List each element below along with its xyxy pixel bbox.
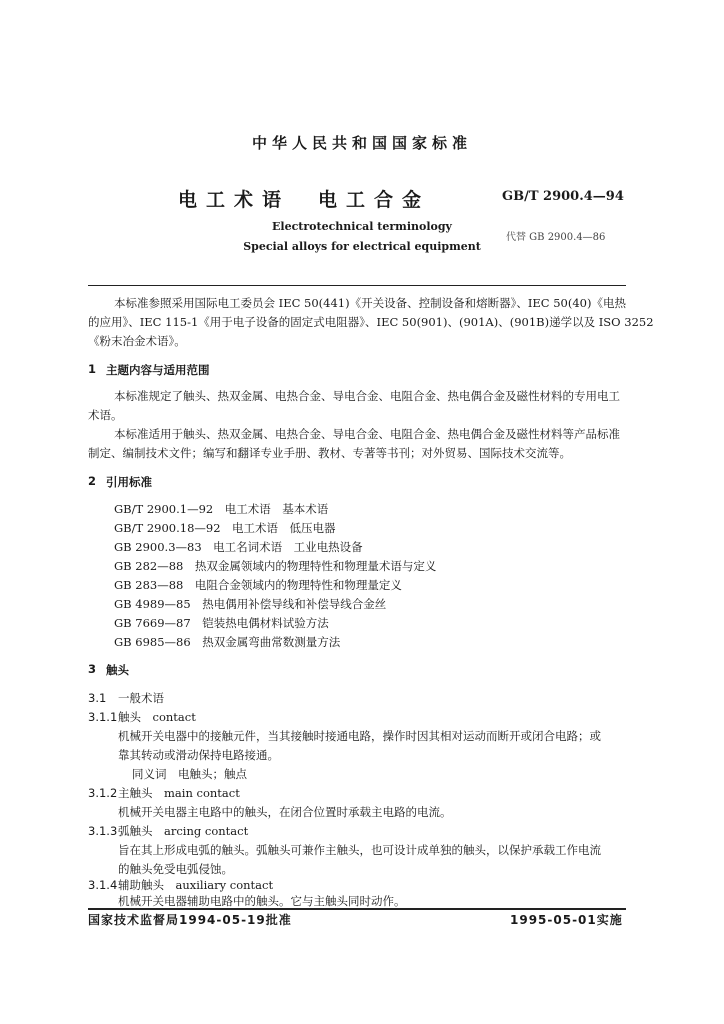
term-3-1-3-def-line1: 旨在其上形成电弧的触头。弧触头可兼作主触头，也可设计成单独的触头，以保护承载工作电流 [118, 843, 601, 857]
section-3-heading: 触头 [106, 663, 129, 677]
reference-item: GB 6985—86 热双金属弯曲常数测量方法 [114, 635, 341, 649]
reference-item: GB 7669—87 铠装热电偶材料试验方法 [114, 616, 329, 630]
subsection-3-1-title: 一般术语 [118, 691, 164, 705]
intro-line-2: 的应用》、IEC 115-1《用于电子设备的固定式电阻器》、IEC 50(901)、(901A)、(901B)递学以及 ISO 3252 [88, 315, 654, 329]
term-3-1-1-name: 触头 contact [118, 710, 196, 724]
term-3-1-2-number: 3.1.2 [88, 786, 118, 800]
national-standard-title: 中华人民共和国国家标准 [251, 134, 472, 152]
term-3-1-3-name: 弧触头 arcing contact [118, 824, 249, 838]
intro-line-3: 《粉末冶金术语》。 [88, 334, 186, 348]
term-3-1-1-def-line1: 机械开关电器中的接触元件，当其接触时接通电路，操作时因其相对运动而断开或闭合电路；或 [118, 729, 601, 743]
effective-date: 1995-05-01实施 [510, 913, 623, 927]
section-2-number: 2 [88, 474, 97, 488]
section-1-p1-line2: 术语。 [88, 408, 123, 422]
term-3-1-2-name: 主触头 main contact [118, 786, 240, 800]
term-3-1-3-number: 3.1.3 [88, 824, 118, 838]
section-1-p1-line1: 本标准规定了触头、热双金属、电热合金、导电合金、电阻合金、热电偶合金及磁性材料的专用电工 [114, 389, 620, 403]
term-3-1-1-number: 3.1.1 [88, 710, 118, 724]
term-3-1-4-name: 辅助触头 auxiliary contact [118, 878, 274, 892]
footer-divider [88, 908, 626, 910]
english-title-line1: Electrotechnical terminology [272, 220, 452, 233]
reference-item: GB 282—88 热双金属领域内的物理特性和物理量术语与定义 [114, 559, 437, 573]
reference-item: GB/T 2900.18—92 电工术语 低压电器 [114, 521, 336, 535]
section-1-number: 1 [88, 362, 97, 376]
section-3-number: 3 [88, 662, 97, 676]
subsection-3-1-number: 3.1 [88, 691, 107, 705]
reference-item: GB 2900.3—83 电工名词术语 工业电热设备 [114, 540, 363, 554]
standard-code: GB/T 2900.4—94 [502, 189, 624, 204]
intro-line-1: 本标准参照采用国际电工委员会 IEC 50(441)《开关设备、控制设备和熔断器》、IEC 50(40)《电热 [114, 296, 626, 310]
replaces-note: 代替 GB 2900.4—86 [506, 232, 606, 243]
approval-note: 国家技术监督局1994-05-19批准 [88, 913, 292, 927]
term-3-1-3-def-line2: 的触头免受电弧侵蚀。 [118, 862, 233, 876]
term-3-1-2-def-line1: 机械开关电器主电路中的触头，在闭合位置时承载主电路的电流。 [118, 805, 452, 819]
section-1-heading: 主题内容与适用范围 [106, 363, 210, 377]
reference-item: GB/T 2900.1—92 电工术语 基本术语 [114, 502, 329, 516]
term-3-1-1-def-line2: 靠其转动或滑动保持电路接通。 [118, 748, 279, 762]
section-2-heading: 引用标准 [106, 475, 152, 489]
reference-item: GB 4989—85 热电偶用补偿导线和补偿导线合金丝 [114, 597, 387, 611]
section-1-p2-line1: 本标准适用于触头、热双金属、电热合金、导电合金、电阻合金、热电偶合金及磁性材料等产品标准 [114, 427, 620, 441]
term-3-1-4-def-line1: 机械开关电器辅助电路中的触头。它与主触头同时动作。 [118, 894, 406, 908]
section-1-p2-line2: 制定、编制技术文件；编写和翻译专业手册、教材、专著等书刊；对外贸易、国际技术交流等。 [88, 446, 571, 460]
reference-item: GB 283—88 电阻合金领域内的物理特性和物理量定义 [114, 578, 402, 592]
header-divider [88, 285, 626, 286]
term-3-1-1-synonym: 同义词 电触头；触点 [132, 767, 247, 781]
document-title: 电工术语 电工合金 [178, 189, 431, 211]
term-3-1-4-number: 3.1.4 [88, 878, 118, 892]
english-title-line2: Special alloys for electrical equipment [243, 240, 481, 253]
